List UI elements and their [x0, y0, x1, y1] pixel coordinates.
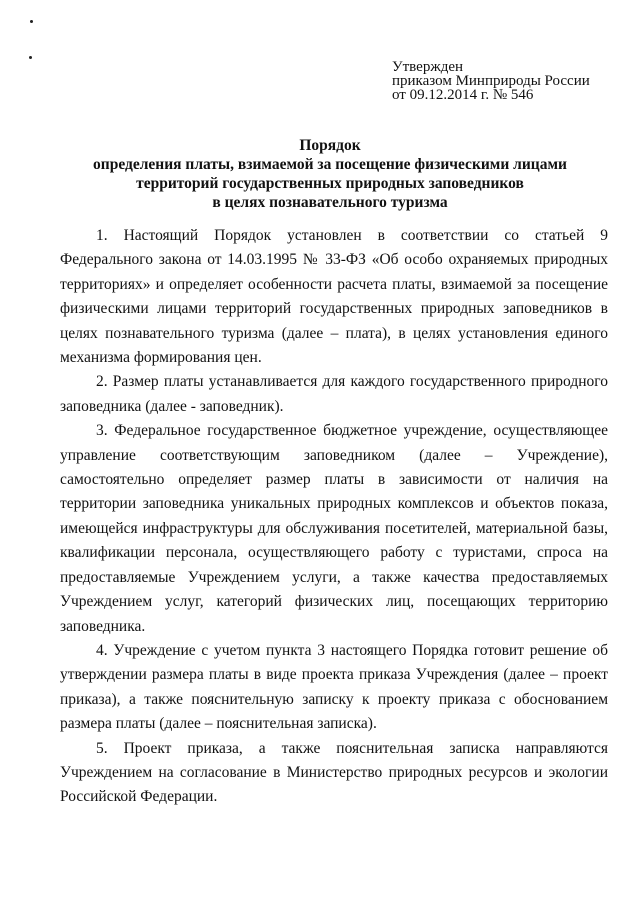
title-line: в целях познавательного туризма	[212, 194, 448, 211]
title-line: Порядок	[299, 137, 361, 154]
paragraph-1: 1. Настоящий Порядок установлен в соответствии со статьей 9 Федерального закона от 14.03.1995 № 33-ФЗ «Об особо охраняемых природных территориях» и определяет особенности расчета платы, взимаемой за посещение физическими лицами территорий государственных природных заповедников в целях познавательного туризма (далее – плата), в целях установления единого механизма формирования цен.	[60, 227, 608, 367]
paragraph-4: 4. Учреждение с учетом пункта 3 настоящего Порядка готовит решение об утверждении размера платы в виде проекта приказа Учреждения (далее – проект приказа), а также пояснительную записку к проекту приказа с обоснованием размера платы (далее – пояснительная записка).	[60, 641, 608, 733]
approval-stamp	[392, 60, 590, 102]
document-title	[60, 136, 600, 212]
paragraph-5: 5. Проект приказа, а также пояснительная записка направляются Учреждением на согласование в Министерство природных ресурсов и экологии Российской Федерации.	[60, 739, 608, 806]
approval-line: приказом Минприроды России	[392, 73, 590, 89]
title-line: территорий государственных природных заповедников	[136, 175, 524, 192]
scan-speck	[29, 56, 32, 59]
document-body	[60, 224, 608, 810]
paragraph-3: 3. Федеральное государственное бюджетное учреждение, осуществляющее управление соответствующим заповедником (далее – Учреждение), самостоятельно определяет размер платы в зависимости от наличия на территории заповедника уникальных природных комплексов и объектов показа, имеющейся инфраструктуры для обслуживания посетителей, материальной базы, квалификации персонала, осуществляющего работу с туристами, спроса на предоставляемые Учреждением услуги, а также качества предоставляемых Учреждением услуг, категорий физических лиц, посещающих территорию заповедника.	[60, 422, 608, 635]
scan-speck	[30, 20, 33, 23]
title-line: определения платы, взимаемой за посещение физическими лицами	[93, 156, 567, 173]
approval-line: от 09.12.2014 г. № 546	[392, 87, 534, 103]
approval-line: Утвержден	[392, 59, 464, 75]
paragraph-2: 2. Размер платы устанавливается для каждого государственного природного заповедника (далее - заповедник).	[60, 373, 608, 415]
